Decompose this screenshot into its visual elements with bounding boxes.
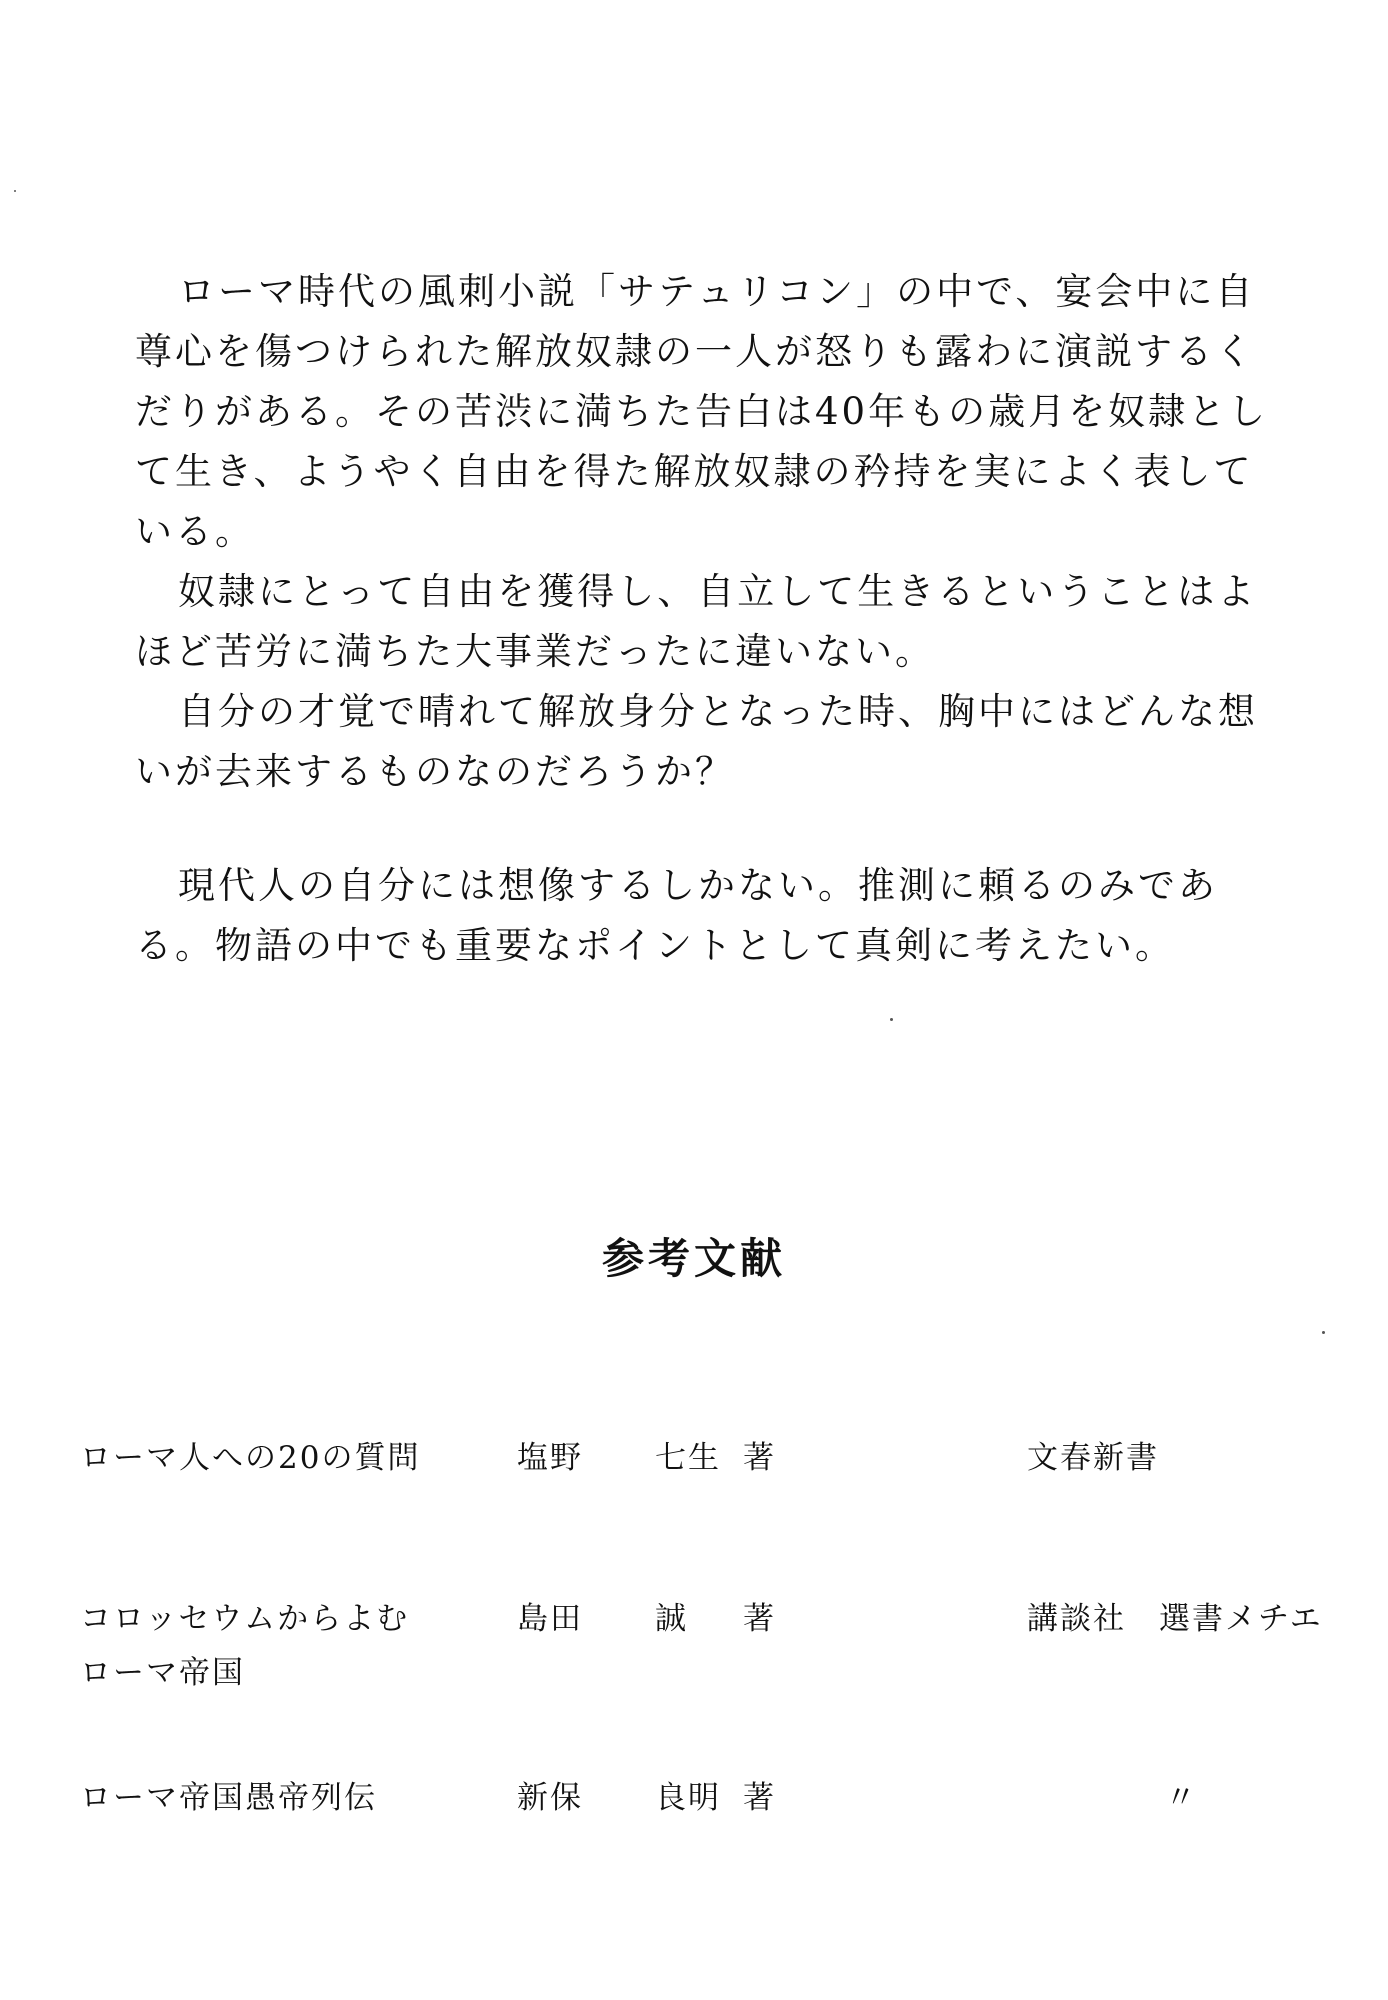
reference-author-surname: 塩野 (517, 1440, 583, 1476)
references-heading: 参考文献 (601, 1234, 786, 1283)
reference-title: コロッセウムからよむ ローマ帝国 (80, 1601, 410, 1691)
reference-author-given: 良明 (655, 1780, 721, 1816)
reference-author-given: 誠 (655, 1601, 688, 1637)
reference-author-surname: 新保 (517, 1780, 583, 1816)
reference-author-surname: 島田 (517, 1601, 583, 1637)
essay-body (135, 262, 1285, 976)
reference-title: ローマ人への20の質問 (80, 1440, 421, 1476)
reference-role: 著 (743, 1601, 776, 1637)
scan-speck (1322, 1331, 1325, 1334)
essay-paragraph: ローマ時代の風刺小説「サテュリコン」の中で、宴会中に自尊心を傷つけられた解放奴隷の一人が怒りも露わに演説するくだりがある。その苦渋に満ちた告白は40年もの歳月を奴隷として生き、ようやく自由を得た解放奴隷の矜持を実によく表している。 (135, 270, 1269, 553)
essay-paragraph: 奴隷にとって自由を獲得し、自立して生きるということはよほど苦労に満ちた大事業だったに違いない。 (135, 570, 1258, 673)
reference-role: 著 (743, 1440, 776, 1476)
reference-title: ローマ帝国愚帝列伝 (80, 1780, 377, 1816)
reference-author-given: 七生 (655, 1440, 721, 1476)
reference-role: 著 (743, 1780, 776, 1816)
scan-speck (890, 1018, 893, 1021)
essay-paragraph: 現代人の自分には想像するしかない。推測に頼るのみである。物語の中でも重要なポイントとして真剣に考えたい。 (135, 864, 1218, 967)
scan-speck (14, 190, 16, 192)
reference-publisher: 講談社 選書メチエ (1027, 1601, 1323, 1637)
reference-publisher: 〃 (1165, 1780, 1198, 1816)
essay-paragraph: 自分の才覚で晴れて解放身分となった時、胸中にはどんな想いが去来するものなのだろうか？ (135, 690, 1258, 793)
reference-publisher: 文春新書 (1027, 1440, 1159, 1476)
